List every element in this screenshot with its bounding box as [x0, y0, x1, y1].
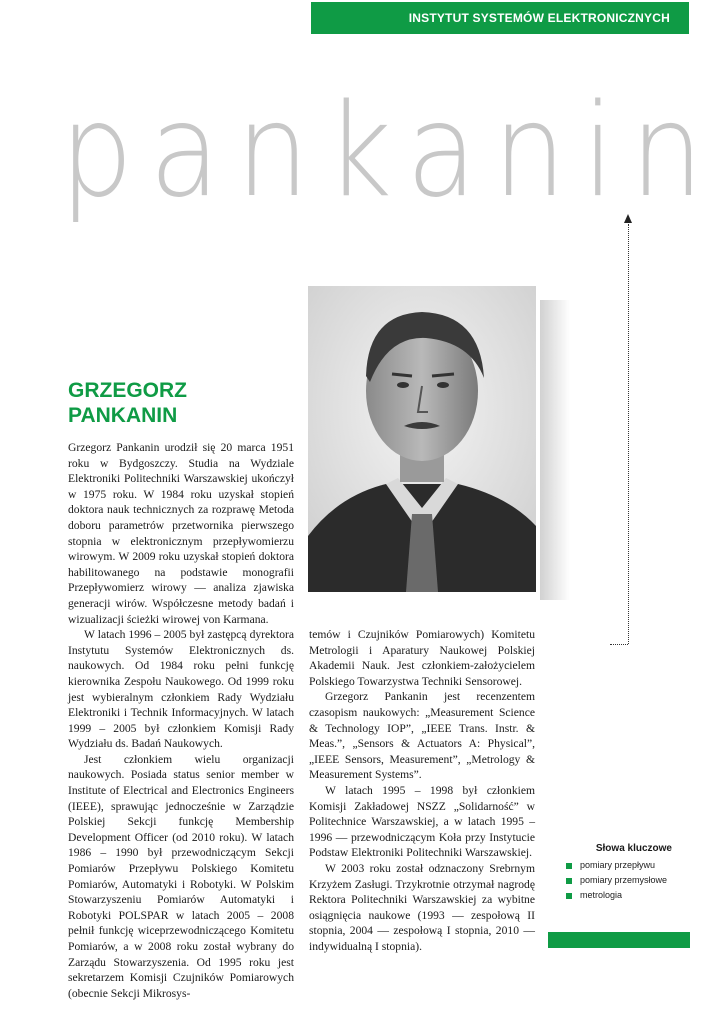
- person-last-name: PANKANIN: [68, 404, 178, 427]
- bio-paragraph: Jest członkiem wielu organizacji naukowych. Posiada status senior member w Institute of Electrical and Electronics Engineers (IEEE), sprawując jednocześnie w Zarządzie Polskiej Sekcji funkcję Membership Development Officer (od 2010 roku). W latach 1986 – 1990 był przewodniczącym Sekcji Pomiarów Przepływu Polskiego Komitetu Pomiarów, Automatyki i Robotyki. W Polskim Stowarzyszeniu Pomiarów Automatyki i Robotyki POLSPAR w latach 2005 – 2008 pełnił funkcję wiceprzewodniczącego Komitetu Pomiarów, a w 2008 roku został wybrany do Zarządu Stowarzyszenia. Od 1995 roku jest sekretarzem Komisji Czujników Pomiarowych (obecnie Sekcji Mikrosys-: [68, 752, 294, 1000]
- keywords-title: Słowa kluczowe: [595, 843, 672, 854]
- square-bullet-icon: [566, 863, 572, 869]
- keyword-label: metrologia: [580, 890, 623, 900]
- keyword-item: [566, 888, 690, 903]
- keyword-label: pomiary przemysłowe: [580, 875, 668, 885]
- person-first-name: GRZEGORZ: [68, 379, 187, 402]
- institute-name: INSTYTUT SYSTEMÓW ELEKTRONICZNYCH: [408, 11, 670, 25]
- photo-shadow: [540, 300, 570, 600]
- dotted-guide-line: [628, 224, 629, 644]
- keyword-label: pomiary przepływu: [580, 860, 656, 870]
- dotted-guide-line-horizontal: [610, 644, 628, 645]
- bio-paragraph: temów i Czujników Pomiarowych) Komitetu Metrologii i Aparatury Naukowej Polskiej Akademii Nauk. Jest członkiem-założycielem Polskiego Towarzystwa Techniki Sensorowej.: [309, 628, 535, 688]
- bio-paragraph: W latach 1995 – 1998 był członkiem Komisji Zakładowej NSZZ „Solidarność” w Politechnice Warszawskiej, a w latach 1995 – 1996 — przewodniczącym Koła przy Instytucie Podstaw Elektroniki Politechniki Warszawskiej.: [309, 783, 535, 860]
- bio-paragraph: W 2003 roku został odznaczony Srebrnym Krzyżem Zasługi. Trzykrotnie otrzymał nagrodę Rektora Politechniki Warszawskiej za wybitne osiągnięcia naukowe (1993 — zespołową II stopnia, 2004 — zespołową I stopnia, 2010 — indywidualną I stopnia).: [309, 861, 535, 953]
- biography-column-1: [68, 440, 294, 1001]
- keyword-item: [566, 858, 690, 873]
- portrait-illustration: [308, 286, 536, 592]
- keywords-box: [566, 843, 690, 903]
- keyword-item: [566, 873, 690, 888]
- portrait-photo: [308, 286, 536, 592]
- bio-paragraph: Grzegorz Pankanin jest recenzentem czasopism naukowych: „Measurement Science & Technology IOP”, „IEEE Trans. Instr. & Meas.”, „Sensors & Actuators A: Physical”, „IEEE Sensors, Measurement”, „Metrology & Measurement Systems”.: [309, 690, 535, 782]
- surname-watermark: pankanin: [60, 77, 720, 226]
- square-bullet-icon: [566, 893, 572, 899]
- bottom-accent-bar: [548, 932, 690, 948]
- arrow-up-icon: [624, 214, 632, 223]
- person-name: [68, 378, 187, 428]
- header-bar: [311, 2, 689, 34]
- bio-paragraph: W latach 1996 – 2005 był zastępcą dyrektora Instytutu Systemów Elektronicznych ds. naukowych. Od 1984 roku pełni funkcję kierownika Zespołu Naukowego. Od 1999 roku jest wybieralnym członkiem Rady Wydziału Elektroniki i Technik Informacyjnych. W latach 1999 – 2005 był członkiem Komisji Rady Wydziału ds. Badań Naukowych.: [68, 628, 294, 751]
- square-bullet-icon: [566, 878, 572, 884]
- bio-paragraph: Grzegorz Pankanin urodził się 20 marca 1951 roku w Bydgoszczy. Studia na Wydziale Elektroniki Politechniki Warszawskiej ukończył w 1975 roku. W 1984 roku uzyskał stopień doktora nauk technicznych za rozprawę Metoda doboru parametrów przetwornika pierwszego stopnia w elektronicznym przepływomierzu wirowym. W 2009 roku uzyskał stopień doktora habilitowanego na podstawie monografii Przepływomierz wirowy — analiza zjawiska generacji wirów. Współczesne metody badań i wizualizacji ścieżki wirowej von Karmana.: [68, 441, 294, 626]
- biography-column-2: [309, 627, 535, 954]
